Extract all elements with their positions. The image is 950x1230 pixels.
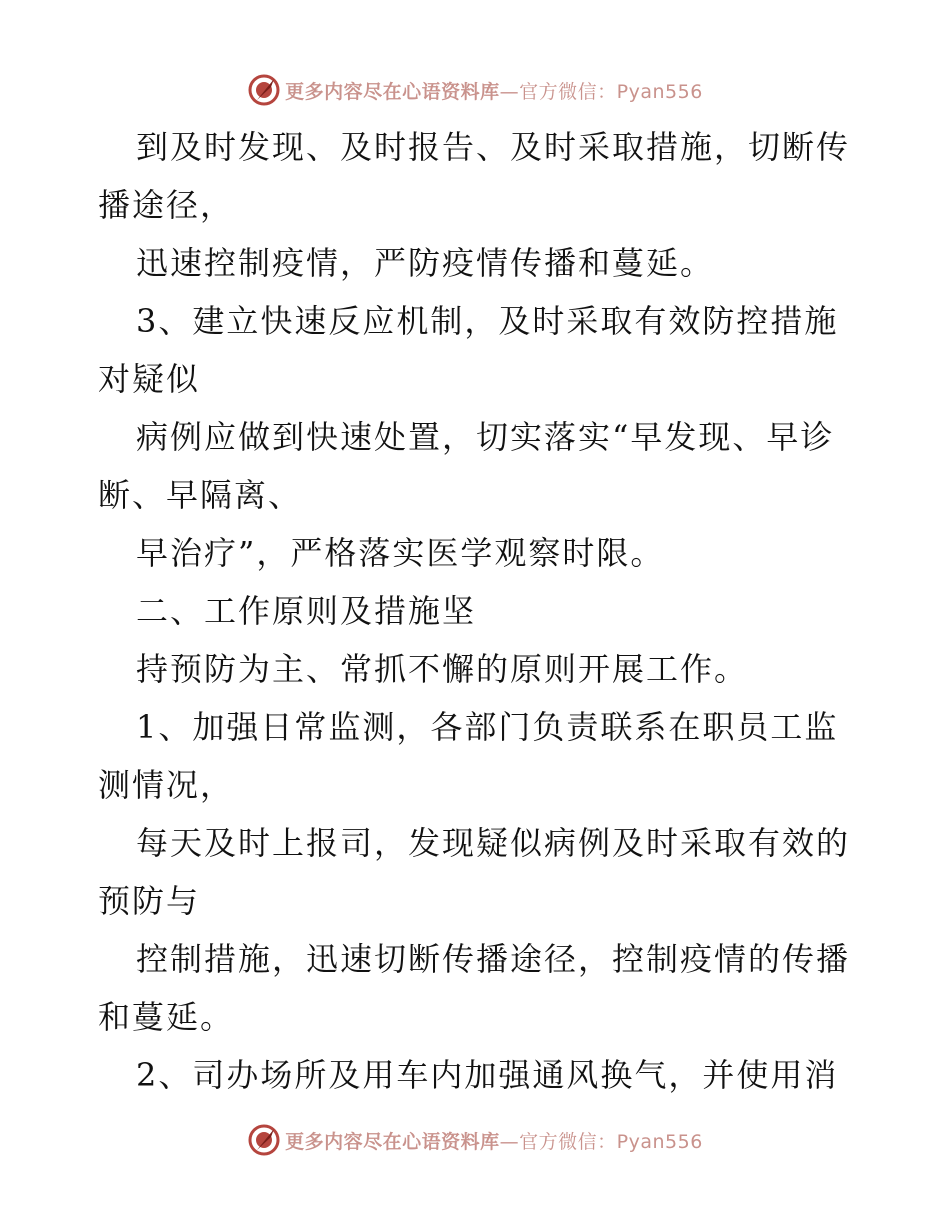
text-line: 迅速控制疫情，严防疫情传播和蔓延。 bbox=[136, 244, 715, 282]
text-line: 到及时发现、及时报告、及时采取措施，切断传 bbox=[136, 128, 851, 166]
text-line: 病例应做到快速处置，切实落实“早发现、早诊 bbox=[136, 418, 835, 456]
text-line: 测情况， bbox=[98, 766, 235, 804]
footer-watermark bbox=[0, 1120, 950, 1160]
text-line: 断、早隔离、 bbox=[98, 476, 303, 514]
quill-seal-icon bbox=[247, 1123, 281, 1157]
header-watermark bbox=[0, 70, 950, 110]
text-line: 控制措施，迅速切断传播途径，控制疫情的传播 bbox=[136, 940, 851, 978]
text-line: 持预防为主、常抓不懈的原则开展工作。 bbox=[136, 650, 749, 688]
text-line: 和蔓延。 bbox=[98, 998, 235, 1036]
text-line: 3、建立快速反应机制，及时采取有效防控措施 bbox=[136, 302, 839, 340]
text-line: 播途径， bbox=[98, 186, 235, 224]
text-line: 预防与 bbox=[98, 882, 201, 920]
text-line: 2、司办场所及用车内加强通风换气，并使用消 bbox=[136, 1056, 839, 1094]
text-line: 每天及时上报司，发现疑似病例及时采取有效的 bbox=[136, 824, 851, 862]
text-line: 二、工作原则及措施坚 bbox=[136, 592, 477, 630]
watermark-text: 更多内容尽在心语资料库—官方微信：Pyan556 bbox=[285, 80, 703, 103]
text-line: 1、加强日常监测，各部门负责联系在职员工监 bbox=[136, 708, 839, 746]
document-body bbox=[98, 118, 858, 1104]
quill-seal-icon bbox=[247, 73, 281, 107]
text-line: 对疑似 bbox=[98, 360, 201, 398]
text-line: 早治疗”，严格落实医学观察时限。 bbox=[136, 534, 665, 572]
watermark-text: 更多内容尽在心语资料库—官方微信：Pyan556 bbox=[285, 1130, 703, 1153]
